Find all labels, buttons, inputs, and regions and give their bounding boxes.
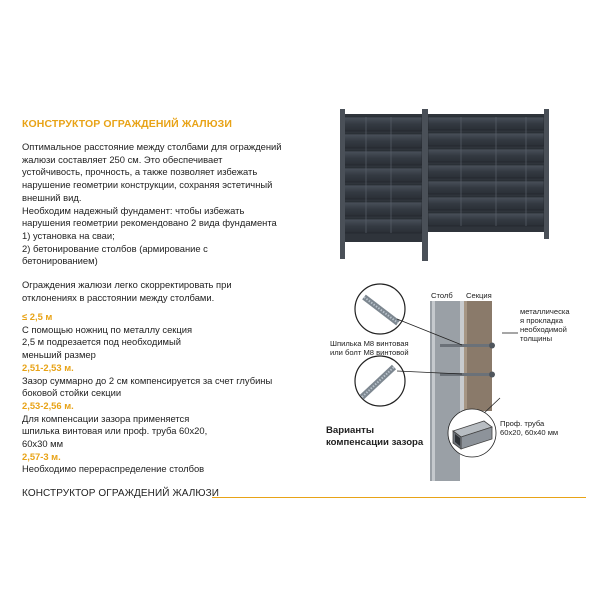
adjust-paragraph (22, 279, 232, 304)
gasket-line: необходимой (520, 325, 567, 334)
range-label: 2,51-2,53 м. (22, 361, 74, 373)
text-line: 1) установка на сваи; (22, 229, 115, 241)
fence-illustration (336, 104, 588, 266)
stud-line: или болт М8 винтовой (330, 348, 409, 357)
post-label: Столб (431, 291, 453, 300)
text-line: жалюзи составляет 250 см. Это обеспечивает (22, 153, 223, 165)
range-text: боковой стойки секции (22, 387, 122, 399)
section-column (464, 301, 492, 411)
text-line: Ограждения жалюзи легко скорректировать при (22, 279, 232, 290)
gasket-line: металлическа (520, 307, 570, 316)
text-line: внешний вид. (22, 191, 82, 203)
footer-divider (212, 497, 586, 498)
range-text: Необходимо перераспределение столбов (22, 463, 205, 475)
text-line: отклонениях в расстоянии между столбами. (22, 291, 215, 303)
text-line: Необходим надежный фундамент: чтобы избежать (22, 204, 245, 216)
range-text: С помощью ножниц по металлу секция (22, 323, 193, 335)
range-text: меньший размер (22, 349, 96, 361)
profile-pipe (448, 409, 496, 457)
text-line: нарушения геометрии рекомендовано 2 вида фундамента (22, 217, 277, 229)
range-text: Зазор суммарно до 2 см компенсируется за счет глубины (22, 374, 273, 386)
range-text: шпилька винтовая или проф. труба 60x20, (22, 425, 208, 437)
section-label: Секция (466, 291, 492, 300)
range-label: 2,57-3 м. (22, 450, 61, 462)
text-line: 2) бетонирование столбов (армирование с (22, 242, 208, 254)
range-text: 60x30 мм (22, 438, 64, 450)
ranges-list (22, 311, 272, 476)
caption-line: Варианты (326, 425, 375, 436)
text-line: Оптимальное расстояние между столбами для ограждений (22, 141, 282, 152)
stud-label (330, 339, 409, 357)
range-text: Для компенсации зазора применяется (22, 412, 190, 424)
gasket-line: толщины (520, 334, 553, 343)
pipe-line: Проф. труба (500, 419, 545, 428)
text-line: бетонированием) (22, 255, 98, 267)
range-label: 2,53-2,56 м. (22, 399, 74, 411)
text-line: нарушение геометрии конструкции, сохраняя эстетичный (22, 179, 273, 191)
diagram-caption (326, 425, 423, 449)
intro-paragraph (22, 141, 282, 268)
gasket-label (520, 307, 570, 343)
caption-line: компенсации зазора (326, 437, 424, 448)
range-text: 2,5 м подрезается под необходимый (22, 336, 181, 348)
page-title: КОНСТРУКТОР ОГРАЖДЕНИЙ ЖАЛЮЗИ (22, 118, 232, 130)
text-line: устойчивость, прочность, а также позволяет избежать (22, 166, 258, 178)
gasket-line: я прокладка (520, 316, 563, 325)
range-label: ≤ 2,5 м (22, 311, 53, 322)
fence-panel-right (428, 114, 544, 232)
fence-panel-left (344, 114, 422, 242)
stud-line: Шпилька М8 винтовая (330, 339, 409, 348)
pipe-label (500, 419, 558, 437)
footer-title: КОНСТРУКТОР ОГРАЖДЕНИЙ ЖАЛЮЗИ (22, 488, 220, 499)
pipe-line: 60x20, 60x40 мм (500, 428, 559, 437)
